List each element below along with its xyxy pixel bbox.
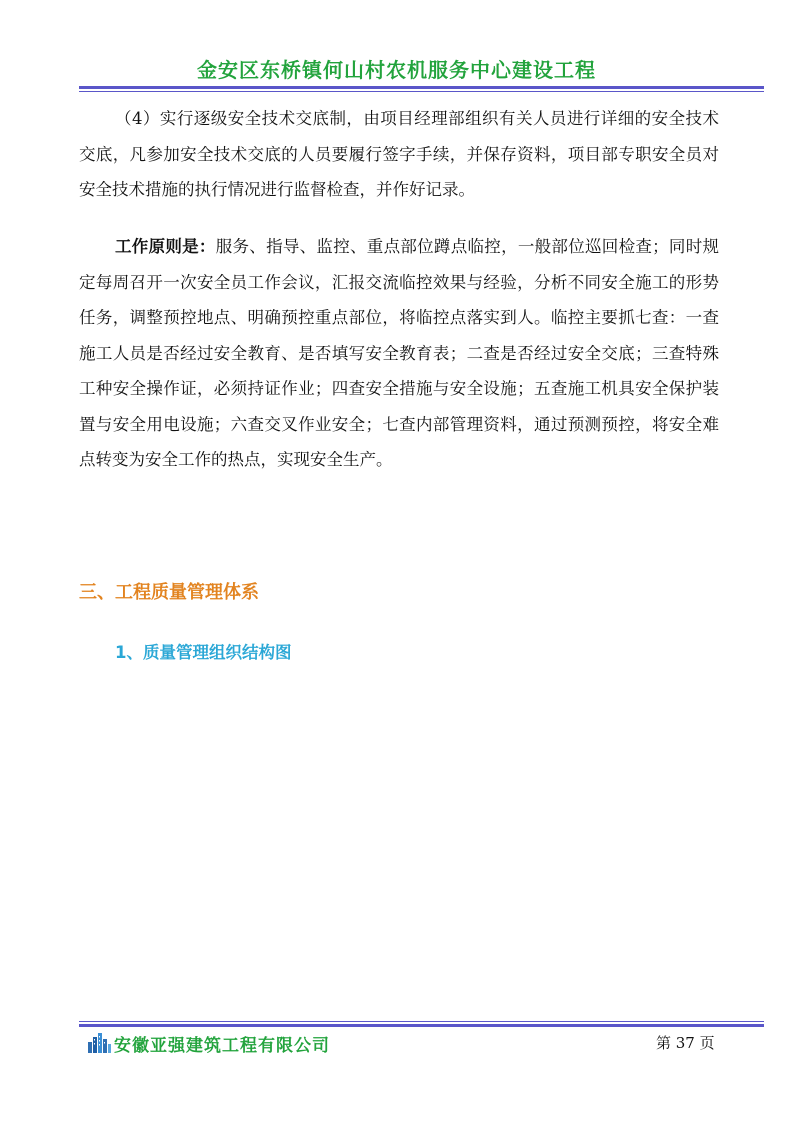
page-number: 第 37 页 — [656, 1034, 715, 1052]
paragraph-lead-label: 工作原则是： — [115, 237, 216, 256]
subsection-heading: 1、质量管理组织结构图 — [115, 643, 292, 662]
section-heading: 三、工程质量管理体系 — [79, 582, 259, 603]
document-header-title: 金安区东桥镇何山村农机服务中心建设工程 — [197, 58, 596, 82]
footer-company-name: 安徽亚强建筑工程有限公司 — [114, 1036, 330, 1056]
footer-divider-thin — [79, 1021, 764, 1022]
building-logo-icon — [87, 1033, 111, 1053]
paragraph-work-principles — [79, 229, 719, 478]
paragraph-safety-briefing: （4）实行逐级安全技术交底制，由项目经理部组织有关人员进行详细的安全技术交底，凡参加安全技术交底的人员要履行签字手续，并保存资料，项目部专职安全员对安全技术措施的执行情况进行监督检查，并作好记录。 — [79, 109, 719, 199]
header-divider-thin — [79, 91, 764, 92]
footer-divider-thick — [79, 1024, 764, 1027]
paragraph-body-text: 服务、指导、监控、重点部位蹲点临控，一般部位巡回检查；同时规定每周召开一次安全员工作会议，汇报交流临控效果与经验，分析不同安全施工的形势任务，调整预控地点、明确预控重点部位，将临控点落实到人。临控主要抓七查：一查施工人员是否经过安全教育、是否填写安全教育表；二查是否经过安全交底；三查特殊工种安全操作证，必须持证作业；四查安全措施与安全设施；五查施工机具安全保护装置与安全用电设施；六查交叉作业安全；七查内部管理资料，通过预测预控，将安全难点转变为安全工作的热点，实现安全生产。 — [79, 237, 720, 469]
header-divider-thick — [79, 86, 764, 89]
